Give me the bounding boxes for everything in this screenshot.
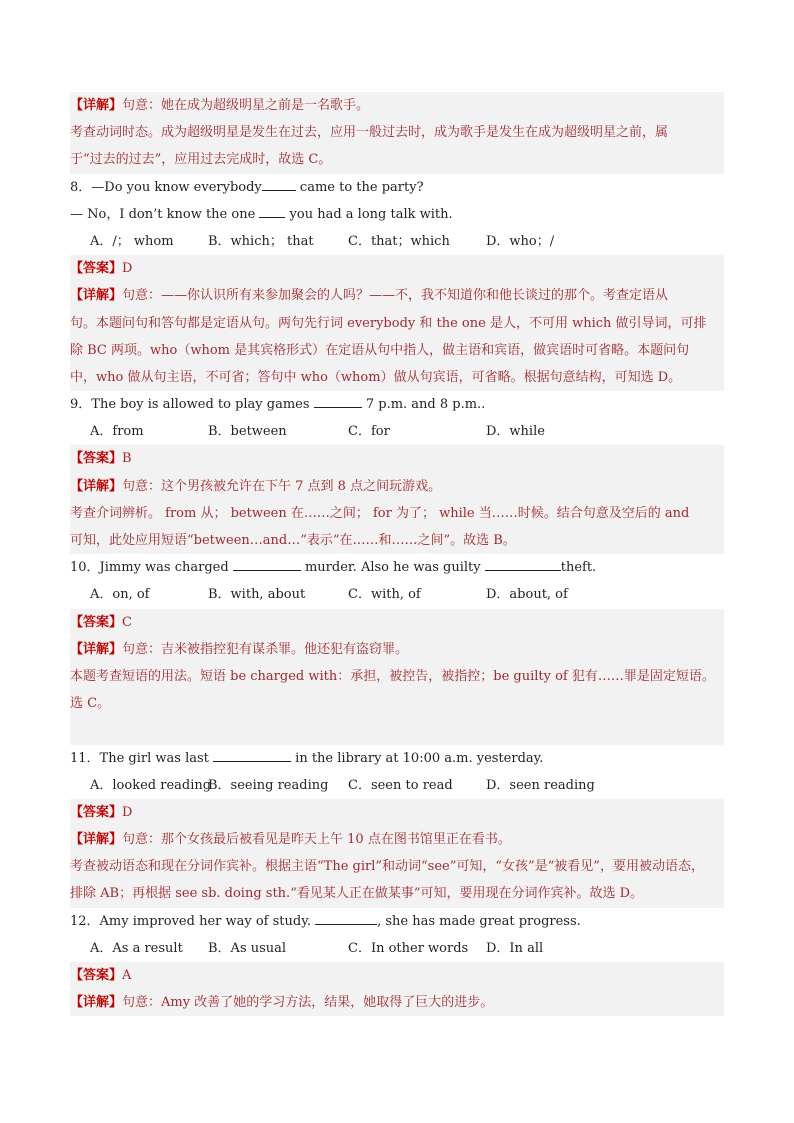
option-b: B．with, about <box>208 587 306 603</box>
detail-text: 句意：那个女孩最后被看见是昨天上午 10 点在图书馆里正在看书。 <box>122 832 511 848</box>
detail-tag: 【详解】 <box>70 832 123 848</box>
detail-text: 句意：——你认识所有来参加聚会的人吗？——不，我不知道你和他长谈过的那个。考查定语从 <box>122 288 669 304</box>
q9-detail-line-1 <box>70 473 724 500</box>
answer-tag: 【答案】 <box>70 968 123 983</box>
option-b: B．As usual <box>208 940 287 956</box>
q7-detail-line-3: 于“过去的过去”，应用过去完成时，故选 C。 <box>70 146 724 173</box>
answer-tag: 【答案】 <box>70 614 123 630</box>
q10-detail-line-1 <box>70 636 724 663</box>
answer-value: C <box>122 614 132 630</box>
q8-detail-line-4: 中，who 做从句主语，不可省；答句中 who（whom）做从句宾语，可省略。根据句意结构，可知选 D。 <box>70 364 724 391</box>
option-b: B．seeing reading <box>208 777 329 793</box>
q10-detail-line-3: 选 C。 <box>70 690 724 717</box>
q7-detail-line-1 <box>70 92 724 119</box>
answer-value: A <box>122 968 132 983</box>
q9-detail-line-2: 考查介词辨析。 from 从； between 在……之间； for 为了； while 当……时候。结合句意及空后的 and <box>70 500 724 527</box>
answer-blank <box>262 178 296 191</box>
q8-detail-line-1 <box>70 282 724 309</box>
q8-answer <box>70 255 724 282</box>
option-d: D．while <box>486 424 545 440</box>
stem-text: theft. <box>560 560 597 576</box>
answer-value: D <box>122 261 133 277</box>
q7-detail-line-2: 考查动词时态。成为超级明星是发生在过去，应用一般过去时，成为歌手是发生在成为超级明星之前，属 <box>70 119 724 146</box>
answer-tag: 【答案】 <box>70 261 123 277</box>
q12-detail-line-1 <box>70 989 724 1016</box>
option-a: A．/； whom <box>90 233 174 249</box>
q10-options <box>70 581 724 608</box>
detail-tag: 【详解】 <box>70 478 123 494</box>
q11-options <box>70 772 724 799</box>
detail-text: 句意：这个男孩被允许在下午 7 点到 8 点之间玩游戏。 <box>122 478 442 494</box>
stem-text: 12．Amy improved her way of study. <box>70 913 311 929</box>
option-a: A．looked reading <box>90 777 212 793</box>
stem-text: 11．The girl was last <box>70 750 209 766</box>
q10-detail-line-2: 本题考查短语的用法。短语 be charged with：承担，被控告，被指控；be guilty of 犯有……罪是固定短语。 <box>70 663 724 690</box>
q8-options <box>70 228 724 255</box>
q11-detail-line-1 <box>70 826 724 853</box>
option-b: B．which； that <box>208 233 314 249</box>
answer-blank <box>315 912 377 925</box>
q9-options <box>70 418 724 445</box>
answer-value: B <box>122 451 132 467</box>
detail-tag: 【详解】 <box>70 995 123 1011</box>
option-c: C．with, of <box>348 587 421 603</box>
q10-stem <box>70 554 724 581</box>
q11-stem <box>70 745 724 772</box>
option-d: D．In all <box>486 940 544 956</box>
stem-text: you had a long talk with. <box>289 206 453 222</box>
stem-text: in the library at 10:00 a.m. yesterday. <box>295 750 544 766</box>
option-a: A．on, of <box>90 587 150 603</box>
answer-blank <box>233 558 301 571</box>
answer-blank <box>485 558 561 571</box>
stem-text: 10．Jimmy was charged <box>70 560 229 576</box>
detail-text: 句意：Amy 改善了她的学习方法，结果，她取得了巨大的进步。 <box>122 995 494 1011</box>
q11-detail-line-3: 排除 AB；再根据 see sb. doing sth.“看见某人正在做某事”可知，要用现在分词作宾补。故选 D。 <box>70 880 724 907</box>
answer-tag: 【答案】 <box>70 451 123 467</box>
option-d: D．who；/ <box>486 233 555 249</box>
document-page <box>70 92 724 1016</box>
answer-value: D <box>122 804 133 820</box>
q12-answer <box>70 962 724 989</box>
stem-text: 8．—Do you know everybody <box>70 179 262 195</box>
detail-text: 句意：吉米被指控犯有谋杀罪。他还犯有盗窃罪。 <box>122 641 409 657</box>
answer-blank <box>314 395 362 408</box>
answer-blank <box>213 749 291 762</box>
option-b: B．between <box>208 424 287 440</box>
q9-stem <box>70 391 724 418</box>
q9-detail-line-3: 可知，此处应用短语“between…and…”表示“在……和……之间”。故选 B。 <box>70 527 724 554</box>
option-d: D．seen reading <box>486 777 595 793</box>
q11-answer <box>70 799 724 826</box>
stem-text: 9．The boy is allowed to play games <box>70 397 310 413</box>
option-c: C．seen to read <box>348 777 453 793</box>
stem-text: — No，I don’t know the one <box>70 206 256 222</box>
empty-shaded-line <box>70 717 724 744</box>
option-c: C．In other words <box>348 940 469 956</box>
detail-text: 句意：她在成为超级明星之前是一名歌手。 <box>122 98 370 113</box>
detail-tag: 【详解】 <box>70 288 123 304</box>
q12-options <box>70 935 724 962</box>
q8-stem <box>70 174 724 201</box>
option-a: A．As a result <box>90 940 183 956</box>
stem-text: came to the party? <box>299 179 424 195</box>
detail-tag: 【详解】 <box>70 641 123 657</box>
q8-stem-2 <box>70 201 724 228</box>
q12-stem <box>70 908 724 935</box>
q8-detail-line-3: 除 BC 两项。who（whom 是其宾格形式）在定语从句中指人，做主语和宾语，做宾语时可省略。本题问句 <box>70 337 724 364</box>
option-c: C．for <box>348 424 390 440</box>
stem-text: , she has made great progress. <box>377 913 581 929</box>
answer-blank <box>259 205 285 218</box>
q9-answer <box>70 445 724 472</box>
stem-text: murder. Also he was guilty <box>304 560 481 576</box>
stem-text: 7 p.m. and 8 p.m.. <box>365 397 486 413</box>
q11-detail-line-2: 考查被动语态和现在分词作宾补。根据主语“The girl”和动词“see”可知，“女孩”是“被看见”，要用被动语态， <box>70 853 724 880</box>
option-c: C．that；which <box>348 233 450 249</box>
option-d: D．about, of <box>486 587 568 603</box>
option-a: A．from <box>90 424 144 440</box>
q10-answer <box>70 609 724 636</box>
q8-detail-line-2: 句。本题问句和答句都是定语从句。两句先行词 everybody 和 the one 是人，不可用 which 做引导词，可排 <box>70 310 724 337</box>
answer-tag: 【答案】 <box>70 804 123 820</box>
detail-tag: 【详解】 <box>70 98 123 113</box>
